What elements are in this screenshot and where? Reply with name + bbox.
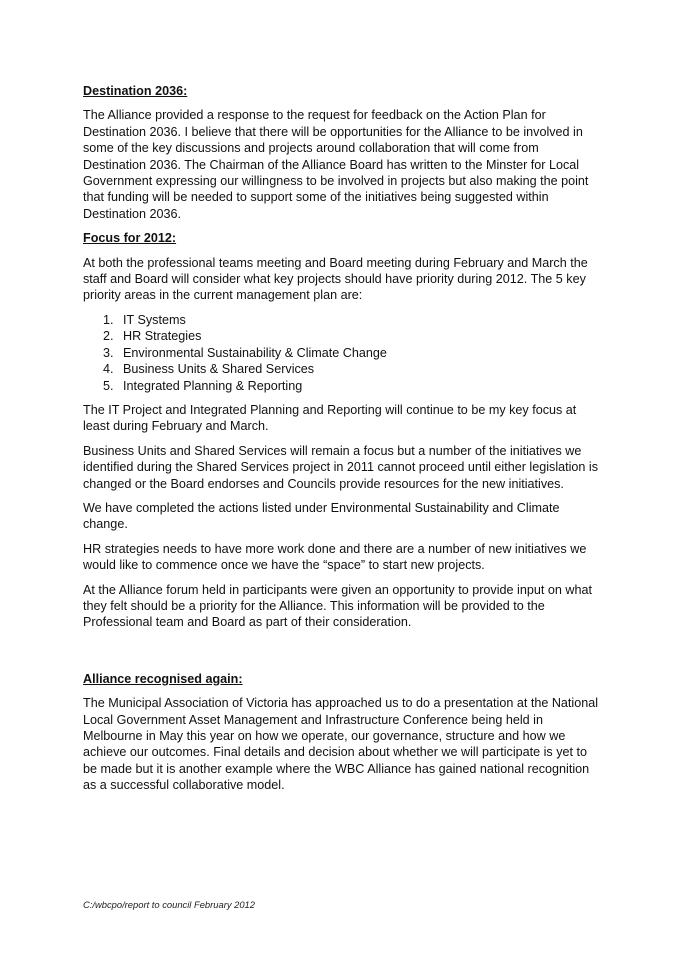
paragraph-it-project: The IT Project and Integrated Planning and Reporting will continue to be my key focus at least during February and March.	[83, 402, 577, 434]
footer-file-path: C:/wbcpo/report to council February 2012	[83, 899, 255, 910]
paragraph-focus-intro: At both the professional teams meeting and Board meeting during February and March the staff and Board will consider what key projects should have priority during 2012. The 5 key priority areas in the current management plan are:	[83, 255, 588, 303]
list-item-number: 2.	[103, 329, 114, 344]
list-item	[103, 328, 603, 344]
paragraph-environmental: We have completed the actions listed under Environmental Sustainability and Climate change.	[83, 500, 560, 532]
list-item-text: Business Units & Shared Services	[123, 362, 315, 377]
paragraph-hr-strategies: HR strategies needs to have more work done and there are a number of new initiatives we would like to commence once we have the “space” to start new projects.	[83, 541, 587, 573]
list-item	[103, 345, 603, 361]
paragraph-business-units: Business Units and Shared Services will remain a focus but a number of the initiatives we identified during the Shared Services project in 2011 cannot proceed until either legislation is changed or the Board endorses and Councils provide resources for the new initiatives.	[83, 443, 599, 491]
heading-focus-2012: Focus for 2012:	[83, 231, 177, 246]
list-item	[103, 361, 603, 377]
list-item-text: Environmental Sustainability & Climate Change	[123, 345, 387, 360]
list-item-text: IT Systems	[123, 312, 186, 327]
list-item	[103, 378, 603, 394]
list-item-number: 3.	[103, 345, 114, 360]
paragraph-alliance-forum: At the Alliance forum held in participants were given an opportunity to provide input on what they felt should be a priority for the Alliance. This information will be provided to the Professional team and Board as part of their consideration.	[83, 582, 592, 630]
paragraph-mav-presentation: The Municipal Association of Victoria has approached us to do a presentation at the National Local Government Asset Management and Infrastructure Conference being held in Melbourne in May this year on how we operate, our governance, structure and how we achieve our outcomes. Final details and decision about whether we will participate is yet to be made but it is another example where the WBC Alliance has gained national recognition as a successful collaborative model.	[83, 696, 599, 793]
heading-alliance-recognised: Alliance recognised again:	[83, 671, 243, 686]
list-item-text: HR Strategies	[123, 329, 202, 344]
list-item-number: 4.	[103, 362, 114, 377]
list-item	[103, 312, 603, 328]
list-item-number: 5.	[103, 378, 114, 393]
document-body	[83, 83, 603, 794]
heading-destination-2036: Destination 2036:	[83, 84, 188, 98]
paragraph-destination-2036: The Alliance provided a response to the request for feedback on the Action Plan for Destination 2036. I believe that there will be opportunities for the Alliance to be involved in some of the key discussions and projects around collaboration that will come from Destination 2036. The Chairman of the Alliance Board has written to the Minster for Local Government expressing our willingness to be involved in projects but also making the point that funding will be needed to support some of the initiatives being suggested within Destination 2036.	[83, 108, 589, 221]
list-item-text: Integrated Planning & Reporting	[123, 378, 303, 393]
list-item-number: 1.	[103, 312, 114, 327]
priority-list	[83, 312, 603, 394]
